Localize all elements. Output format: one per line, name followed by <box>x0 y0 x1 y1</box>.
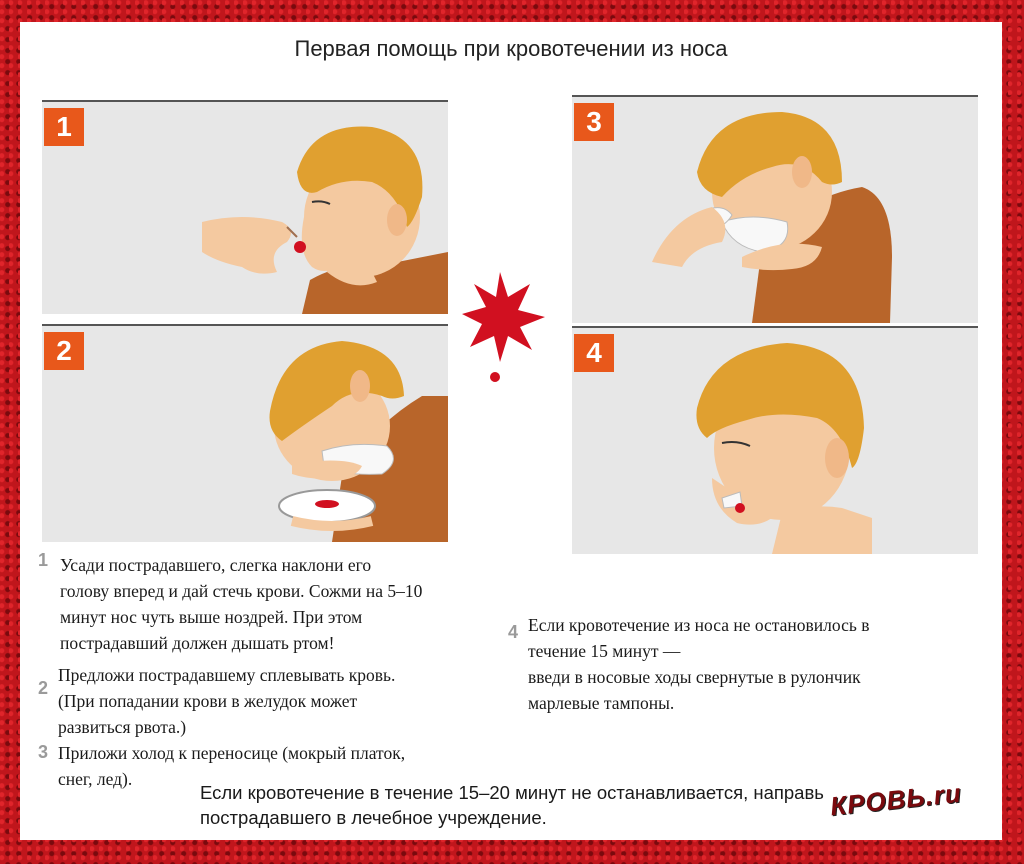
boy-leaning-over-bowl-illustration <box>42 326 448 542</box>
illustration-panel-1 <box>42 100 448 314</box>
step-badge-3: 3 <box>574 103 614 141</box>
blood-splatter-icon <box>460 262 550 382</box>
boy-with-tampons-illustration <box>572 328 978 554</box>
step-badge-2: 2 <box>44 332 84 370</box>
footer-line: Если кровотечение в течение 15–20 минут не останавливается, направь <box>200 782 824 803</box>
instruction-line: минут нос чуть выше ноздрей. При этом <box>60 607 363 627</box>
poster-sheet <box>20 22 1002 840</box>
instruction-line: голову вперед и дай стечь крови. Сожми на 5–10 <box>60 581 423 601</box>
instruction-line: Если кровотечение из носа не остановилось в <box>528 615 870 635</box>
instruction-line: Усади пострадавшего, слегка наклони его <box>60 555 372 575</box>
instruction-4 <box>528 612 869 716</box>
instruction-line: Приложи холод к переносице (мокрый платок, <box>58 743 406 763</box>
instruction-line: пострадавший должен дышать ртом! <box>60 633 335 653</box>
illustration-panel-3 <box>572 95 978 323</box>
boy-pinching-nose-illustration <box>42 102 448 314</box>
instruction-line: снег, лед). <box>58 769 133 789</box>
illustration-panel-2 <box>42 324 448 542</box>
instruction-line: развиться рвота.) <box>58 717 187 737</box>
step-badge-4: 4 <box>574 334 614 372</box>
logo-text: КРОВЬ.ru <box>828 777 964 822</box>
instruction-line: (При попадании крови в желудок может <box>58 691 358 711</box>
instruction-number-1: 1 <box>38 550 49 570</box>
instruction-line: течение 15 минут — <box>528 641 681 661</box>
step-badge-1: 1 <box>44 108 84 146</box>
instruction-line: марлевые тампоны. <box>528 693 675 713</box>
footer-note <box>200 780 824 830</box>
instruction-1 <box>60 552 422 656</box>
boy-holding-gauze-illustration <box>572 97 978 323</box>
instruction-line: Предложи пострадавшему сплевывать кровь. <box>58 665 396 685</box>
footer-line: пострадавшего в лечебное учреждение. <box>200 807 547 828</box>
illustration-panel-4 <box>572 326 978 554</box>
page-title: Первая помощь при кровотечении из носа <box>294 36 728 61</box>
instruction-line: введи в носовые ходы свернутые в рулончик <box>528 667 861 687</box>
instruction-number-4: 4 <box>508 622 519 642</box>
instruction-number-2: 2 <box>38 678 49 698</box>
instruction-2 <box>58 662 395 740</box>
instruction-number-3: 3 <box>38 742 49 762</box>
